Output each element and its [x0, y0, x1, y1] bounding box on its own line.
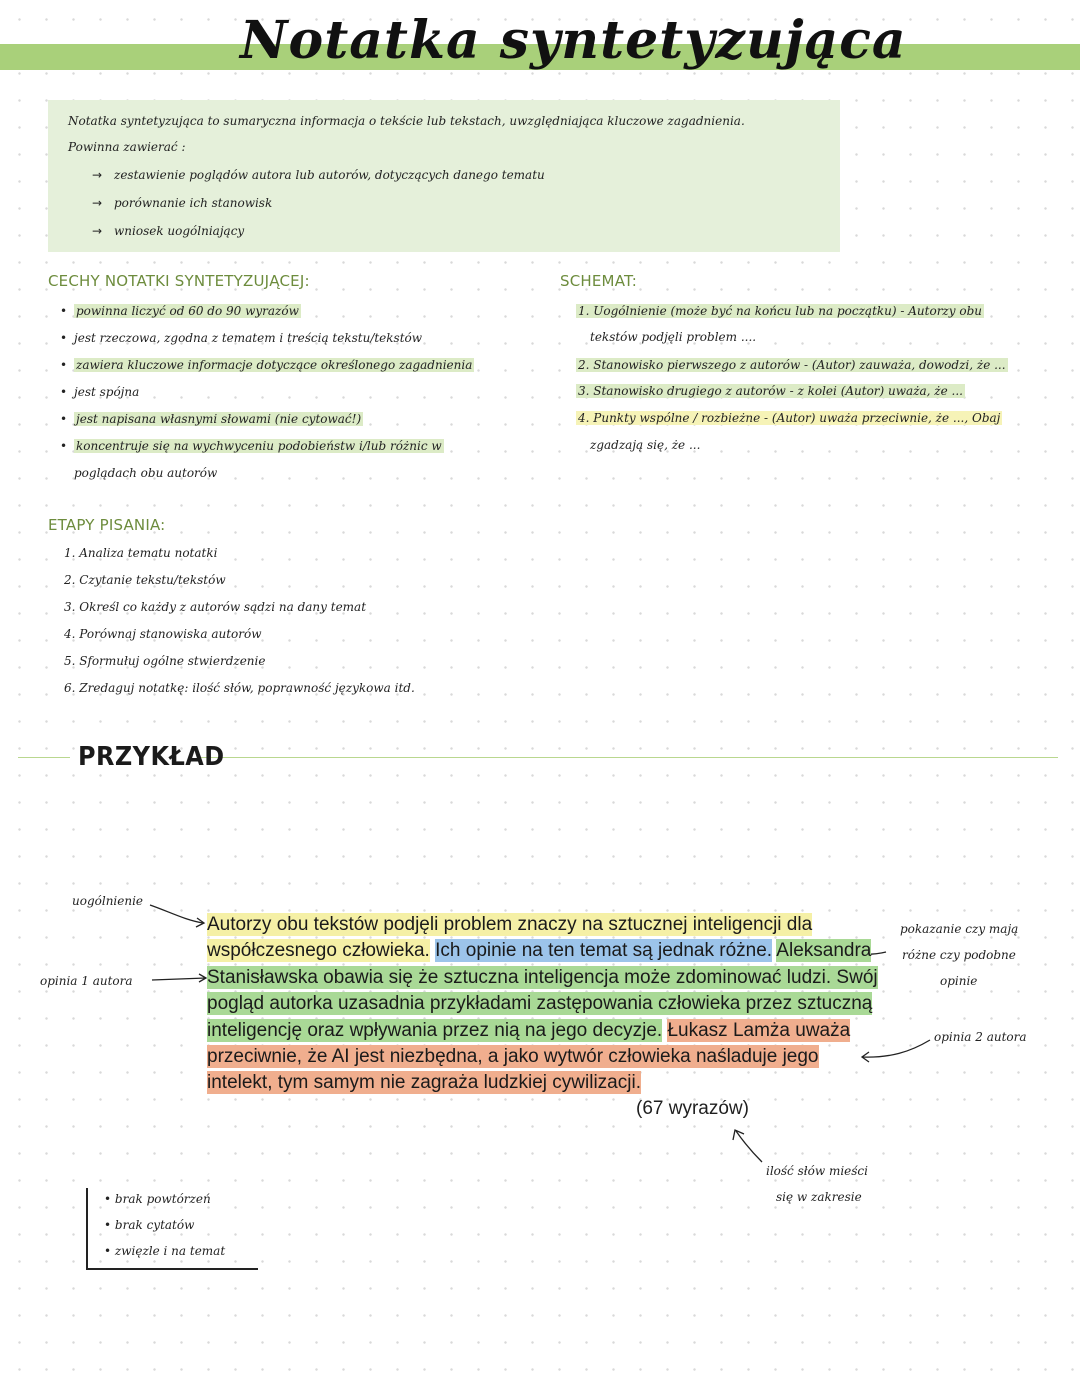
- label-opinia-1: opinia 1 autora: [40, 974, 133, 988]
- arrow-ilosc-icon: [736, 1131, 762, 1162]
- sentence-uogolnienie: Autorzy obu tekstów podjęli problem znaczy na sztucznej inteligencji dla współczesnego człowieka.: [207, 914, 813, 962]
- checklist-item: • brak cytatów: [104, 1218, 195, 1232]
- bullet-icon: •: [104, 1192, 112, 1206]
- word-count: (67 wyrazów): [636, 1098, 749, 1119]
- definition-must-contain: Powinna zawierać :: [68, 140, 186, 154]
- sentence-opinia-2: Łukasz Lamża uważa przeciwnie, że AI jest niezbędna, a jako wytwór człowieka naśladuje jego intelekt, tym samym nie zagraża ludzkiej cywilizacji.: [207, 1019, 851, 1094]
- arrow-icon: →: [92, 168, 103, 182]
- bullet-icon: •: [60, 358, 68, 372]
- bullet-icon: •: [104, 1218, 112, 1232]
- checklist-item: • brak powtórzeń: [104, 1192, 211, 1206]
- definition-item: → porównanie ich stanowisk: [92, 196, 273, 210]
- list-item: 6. Zredaguj notatkę: ilość słów, poprawność językowa itd.: [64, 681, 415, 695]
- list-item: 3. Określ co każdy z autorów sądzi na dany temat: [64, 600, 367, 614]
- list-item: • zawiera kluczowe informacje dotyczące określonego zagadnienia: [60, 358, 473, 372]
- bracket-line: [86, 1268, 258, 1270]
- list-item: • koncentruje się na wychwyceniu podobieństw i/lub różnic w: [60, 439, 442, 453]
- arrow-opinia1-icon: [152, 978, 206, 980]
- list-item: • jest napisana własnymi słowami (nie cytować!): [60, 412, 362, 426]
- list-item: • powinna liczyć od 60 do 90 wyrazów: [60, 304, 299, 318]
- bullet-icon: •: [60, 412, 68, 426]
- label-pokazanie: pokazanie czy mają: [900, 922, 1019, 936]
- bullet-icon: •: [60, 331, 68, 345]
- section-heading-cechy: CECHY NOTATKI SYNTETYZUJĄCEJ:: [48, 272, 310, 290]
- bullet-icon: •: [60, 304, 68, 318]
- example-paragraph: [207, 912, 887, 1097]
- label-ilosc: ilość słów mieści: [766, 1164, 868, 1178]
- bullet-icon: •: [104, 1244, 112, 1258]
- schemat-line: 4. Punkty wspólne / rozbieżne - (Autor) uważa przeciwnie, że ..., Obaj: [578, 411, 1001, 425]
- list-item: • jest spójna: [60, 385, 140, 399]
- schemat-line: 2. Stanowisko pierwszego z autorów - (Autor) zauważa, dowodzi, że ...: [578, 358, 1006, 372]
- section-heading-etapy: ETAPY PISANIA:: [48, 516, 166, 534]
- schemat-line: 1. Uogólnienie (może być na końcu lub na początku) - Autorzy obu: [578, 304, 982, 318]
- definition-item: → wniosek uogólniający: [92, 224, 245, 238]
- label-pokazanie: różne czy podobne: [902, 948, 1016, 962]
- list-item: 5. Sformułuj ogólne stwierdzenie: [64, 654, 266, 668]
- schemat-line: 3. Stanowisko drugiego z autorów - z kolei (Autor) uważa, że ...: [578, 384, 963, 398]
- schemat-line: tekstów podjęli problem ....: [590, 330, 757, 344]
- label-pokazanie: opinie: [940, 974, 978, 988]
- bracket-line: [86, 1188, 88, 1270]
- sentence-opinia-1: Aleksandra Stanisławska obawia się że sztuczna inteligencja może zdominować ludzi. Swój pogląd autorka uzasadnia przykładami zastępowania człowieka przez sztuczną inteligencję oraz wpływania przez nią na jego decyzje.: [207, 940, 878, 1041]
- list-item: 1. Analiza tematu notatki: [64, 546, 218, 560]
- definition-item: → zestawienie poglądów autora lub autorów, dotyczących danego tematu: [92, 168, 545, 182]
- bullet-icon: •: [60, 439, 68, 453]
- label-opinia-2: opinia 2 autora: [934, 1030, 1027, 1044]
- list-item: 4. Porównaj stanowiska autorów: [64, 627, 262, 641]
- bullet-icon: •: [60, 385, 68, 399]
- page-title: Notatka syntetyzująca: [240, 10, 907, 71]
- label-uogolnienie: uogólnienie: [72, 894, 144, 908]
- checklist-item: • zwięzle i na temat: [104, 1244, 226, 1258]
- list-item: 2. Czytanie tekstu/tekstów: [64, 573, 226, 587]
- section-heading-przyklad: PRZYKŁAD: [78, 742, 225, 772]
- sentence-roznice: Ich opinie na ten temat są jednak różne.: [435, 940, 773, 962]
- arrow-icon: →: [92, 224, 103, 238]
- section-heading-schemat: SCHEMAT:: [560, 272, 637, 290]
- definition-text: Notatka syntetyzująca to sumaryczna informacja o tekście lub tekstach, uwzględniająca kluczowe zagadnienia.: [68, 114, 745, 128]
- arrow-icon: →: [92, 196, 103, 210]
- label-ilosc: się w zakresie: [776, 1190, 862, 1204]
- arrow-uogolnienie-icon: [150, 905, 203, 923]
- list-item-continuation: poglądach obu autorów: [74, 466, 218, 480]
- list-item: • jest rzeczowa, zgodna z tematem i treścią tekstu/tekstów: [60, 331, 423, 345]
- schemat-line: zgadzają się, że ...: [590, 438, 701, 452]
